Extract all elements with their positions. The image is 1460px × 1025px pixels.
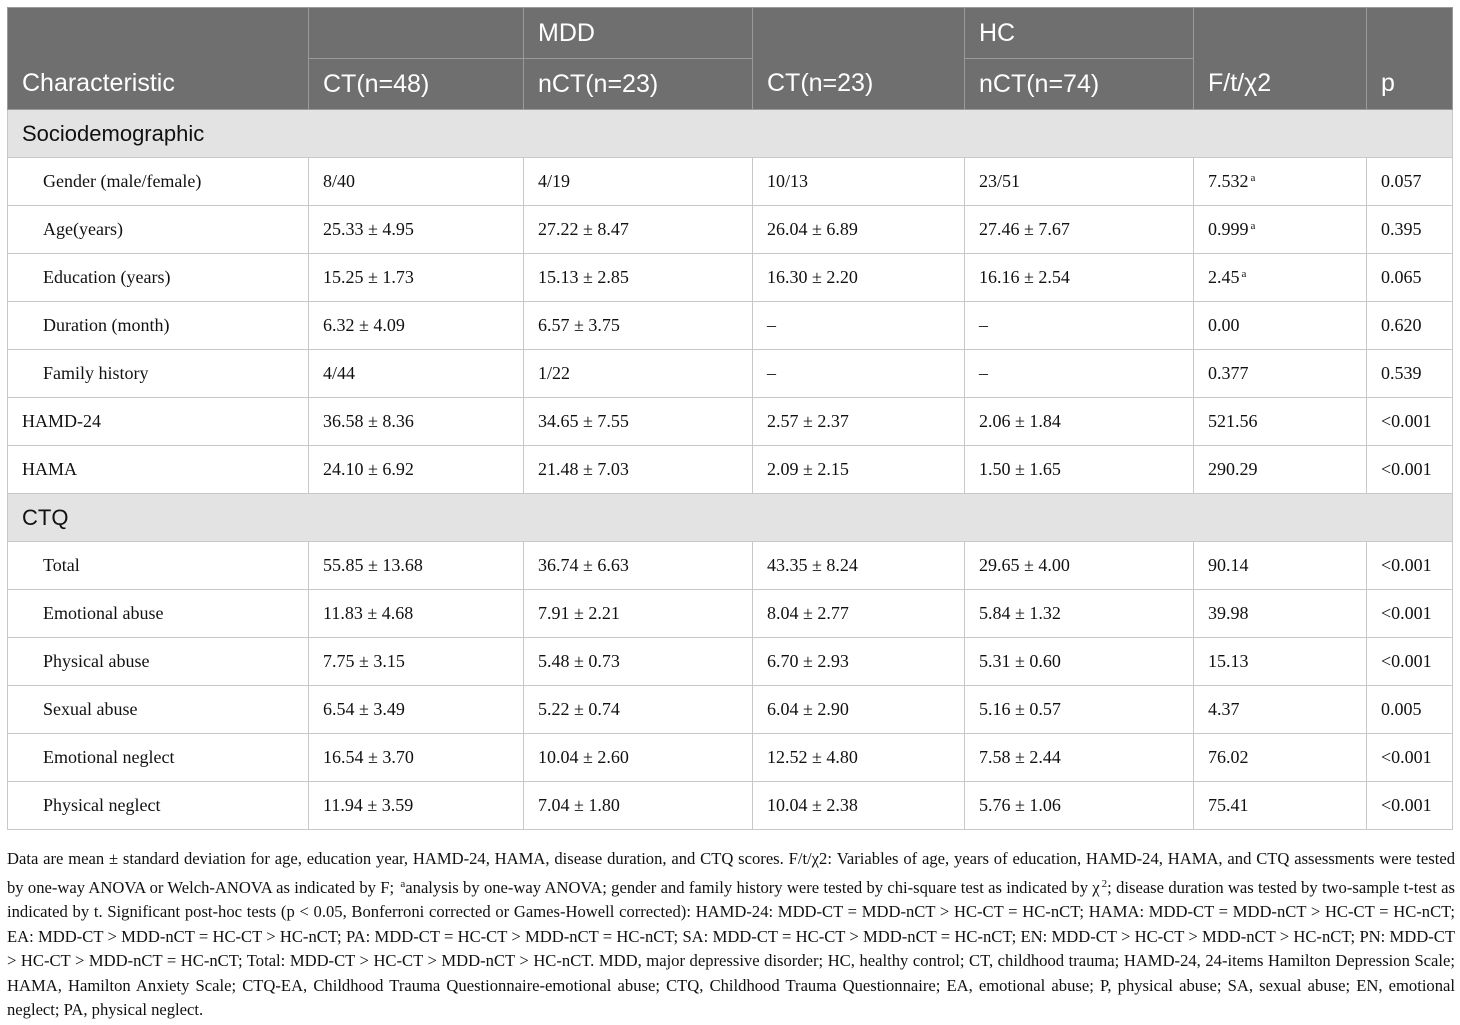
row-label: Age(years): [8, 206, 309, 254]
cell-mdd-nct: 6.57 ± 3.75: [524, 302, 753, 350]
cell-p: <0.001: [1367, 638, 1453, 686]
header-row-groups: [8, 8, 1453, 59]
section-ctq: CTQ: [8, 494, 1453, 542]
cell-mdd-ct: 8/40: [309, 158, 524, 206]
cell-stat: [1194, 206, 1367, 254]
cell-hc-ct: –: [753, 350, 965, 398]
header-row-columns: [8, 59, 1453, 110]
cell-stat: 90.14: [1194, 542, 1367, 590]
cell-p: <0.001: [1367, 734, 1453, 782]
cell-mdd-nct: 4/19: [524, 158, 753, 206]
cell-mdd-ct: 4/44: [309, 350, 524, 398]
cell-p: <0.001: [1367, 542, 1453, 590]
header-group-hc: HC: [965, 8, 1194, 59]
table-container: [7, 7, 1452, 830]
cell-p: <0.001: [1367, 398, 1453, 446]
cell-mdd-nct: 7.91 ± 2.21: [524, 590, 753, 638]
cell-stat: 290.29: [1194, 446, 1367, 494]
header-hc-nct: nCT(n=74): [965, 59, 1194, 110]
table-row: [8, 686, 1453, 734]
table-row: [8, 542, 1453, 590]
table-row: [8, 158, 1453, 206]
cell-stat: 4.37: [1194, 686, 1367, 734]
header-group-mdd: MDD: [524, 8, 753, 59]
stat-superscript: a: [1250, 220, 1256, 232]
footnote-sup-2: 2: [1101, 877, 1108, 890]
header-blank-cell: [753, 8, 965, 59]
section-row: [8, 110, 1453, 158]
cell-hc-ct: –: [753, 302, 965, 350]
row-label: Total: [8, 542, 309, 590]
cell-p: 0.057: [1367, 158, 1453, 206]
cell-hc-ct: 43.35 ± 8.24: [753, 542, 965, 590]
cell-hc-nct: 2.06 ± 1.84: [965, 398, 1194, 446]
row-label: Physical abuse: [8, 638, 309, 686]
cell-mdd-nct: 1/22: [524, 350, 753, 398]
row-label: Sexual abuse: [8, 686, 309, 734]
stat-value: 2.45: [1208, 267, 1240, 287]
section-row: [8, 494, 1453, 542]
cell-p: 0.005: [1367, 686, 1453, 734]
characteristics-table: [7, 7, 1453, 830]
header-characteristic: Characteristic: [8, 59, 309, 110]
cell-stat: 0.00: [1194, 302, 1367, 350]
table-row: [8, 782, 1453, 830]
cell-hc-nct: 5.84 ± 1.32: [965, 590, 1194, 638]
cell-mdd-ct: 11.83 ± 4.68: [309, 590, 524, 638]
cell-p: 0.539: [1367, 350, 1453, 398]
cell-hc-nct: 5.16 ± 0.57: [965, 686, 1194, 734]
cell-mdd-nct: 27.22 ± 8.47: [524, 206, 753, 254]
cell-mdd-nct: 5.48 ± 0.73: [524, 638, 753, 686]
cell-mdd-ct: 7.75 ± 3.15: [309, 638, 524, 686]
cell-mdd-nct: 34.65 ± 7.55: [524, 398, 753, 446]
header-blank-cell: [309, 8, 524, 59]
header-blank-cell: [1194, 8, 1367, 59]
cell-hc-nct: 5.76 ± 1.06: [965, 782, 1194, 830]
row-label: Duration (month): [8, 302, 309, 350]
header-blank-cell: [8, 8, 309, 59]
cell-p: 0.620: [1367, 302, 1453, 350]
cell-p: 0.395: [1367, 206, 1453, 254]
cell-hc-nct: –: [965, 302, 1194, 350]
cell-stat: 15.13: [1194, 638, 1367, 686]
stat-value: 0.999: [1208, 219, 1249, 239]
table-row: [8, 734, 1453, 782]
cell-mdd-ct: 55.85 ± 13.68: [309, 542, 524, 590]
cell-hc-ct: 12.52 ± 4.80: [753, 734, 965, 782]
cell-hc-nct: 16.16 ± 2.54: [965, 254, 1194, 302]
cell-mdd-nct: 5.22 ± 0.74: [524, 686, 753, 734]
header-mdd-ct: CT(n=48): [309, 59, 524, 110]
cell-stat: 76.02: [1194, 734, 1367, 782]
table-row: [8, 638, 1453, 686]
cell-stat: 521.56: [1194, 398, 1367, 446]
cell-hc-ct: 10.04 ± 2.38: [753, 782, 965, 830]
header-p: p: [1367, 59, 1453, 110]
cell-mdd-nct: 10.04 ± 2.60: [524, 734, 753, 782]
cell-hc-nct: 27.46 ± 7.67: [965, 206, 1194, 254]
cell-p: <0.001: [1367, 782, 1453, 830]
cell-mdd-nct: 7.04 ± 1.80: [524, 782, 753, 830]
cell-mdd-ct: 25.33 ± 4.95: [309, 206, 524, 254]
footnote-sup-a: a: [400, 877, 406, 890]
row-label: Emotional neglect: [8, 734, 309, 782]
cell-hc-ct: 10/13: [753, 158, 965, 206]
row-label: Emotional abuse: [8, 590, 309, 638]
header-hc-ct: CT(n=23): [753, 59, 965, 110]
cell-hc-nct: 5.31 ± 0.60: [965, 638, 1194, 686]
table-row: [8, 206, 1453, 254]
header-mdd-nct: nCT(n=23): [524, 59, 753, 110]
row-label: Family history: [8, 350, 309, 398]
cell-p: <0.001: [1367, 590, 1453, 638]
cell-mdd-ct: 16.54 ± 3.70: [309, 734, 524, 782]
row-label: Education (years): [8, 254, 309, 302]
section-sociodemographic: Sociodemographic: [8, 110, 1453, 158]
cell-mdd-nct: 36.74 ± 6.63: [524, 542, 753, 590]
table-row: [8, 350, 1453, 398]
cell-hc-ct: 16.30 ± 2.20: [753, 254, 965, 302]
row-label: Physical neglect: [8, 782, 309, 830]
table-row: [8, 254, 1453, 302]
header-stat: F/t/χ2: [1194, 59, 1367, 110]
table-row: [8, 398, 1453, 446]
cell-hc-nct: –: [965, 350, 1194, 398]
cell-mdd-ct: 36.58 ± 8.36: [309, 398, 524, 446]
cell-stat: [1194, 158, 1367, 206]
cell-hc-ct: 8.04 ± 2.77: [753, 590, 965, 638]
footnote-part-2: analysis by one-way ANOVA; gender and family history were tested by chi-square test as indicated by χ: [405, 877, 1100, 897]
cell-mdd-ct: 11.94 ± 3.59: [309, 782, 524, 830]
cell-mdd-nct: 15.13 ± 2.85: [524, 254, 753, 302]
table-row: [8, 590, 1453, 638]
row-label: HAMD-24: [8, 398, 309, 446]
stat-superscript: a: [1241, 268, 1247, 280]
cell-hc-ct: 6.04 ± 2.90: [753, 686, 965, 734]
cell-mdd-nct: 21.48 ± 7.03: [524, 446, 753, 494]
row-label: Gender (male/female): [8, 158, 309, 206]
cell-p: 0.065: [1367, 254, 1453, 302]
row-label: HAMA: [8, 446, 309, 494]
cell-hc-nct: 29.65 ± 4.00: [965, 542, 1194, 590]
cell-hc-nct: 23/51: [965, 158, 1194, 206]
cell-mdd-ct: 15.25 ± 1.73: [309, 254, 524, 302]
cell-hc-nct: 1.50 ± 1.65: [965, 446, 1194, 494]
stat-value: 7.532: [1208, 171, 1249, 191]
cell-stat: 39.98: [1194, 590, 1367, 638]
cell-hc-ct: 2.09 ± 2.15: [753, 446, 965, 494]
cell-p: <0.001: [1367, 446, 1453, 494]
cell-hc-ct: 26.04 ± 6.89: [753, 206, 965, 254]
footnote-part-1: Data are mean ± standard deviation for age, education year, HAMD-24, HAMA, disease duration, and CTQ scores. F/t/χ2: Variables of age, years of education, HAMD-24, HAMA, and CTQ assessments were tested by one-way ANOVA or Welch-ANOVA as indicated by F;: [7, 849, 1455, 897]
cell-mdd-ct: 6.54 ± 3.49: [309, 686, 524, 734]
stat-superscript: a: [1250, 172, 1256, 184]
cell-hc-nct: 7.58 ± 2.44: [965, 734, 1194, 782]
cell-mdd-ct: 24.10 ± 6.92: [309, 446, 524, 494]
cell-mdd-ct: 6.32 ± 4.09: [309, 302, 524, 350]
header-blank-cell: [1367, 8, 1453, 59]
footnote-text: [7, 847, 1455, 1023]
cell-stat: 0.377: [1194, 350, 1367, 398]
cell-hc-ct: 6.70 ± 2.93: [753, 638, 965, 686]
table-footnote: [7, 847, 1455, 1023]
cell-stat: [1194, 254, 1367, 302]
table-row: [8, 302, 1453, 350]
table-row: [8, 446, 1453, 494]
cell-hc-ct: 2.57 ± 2.37: [753, 398, 965, 446]
footnote-part-3: ; disease duration was tested by two-sample t-test as indicated by t. Significant post-hoc tests (p < 0.05, Bonferroni corrected or Games-Howell corrected): HAMD-24: MDD-CT = MDD-nCT > HC-CT = HC-nCT; HAMA: MDD-CT = MDD-nCT > HC-CT = HC-nCT; EA: MDD-CT > MDD-nCT = HC-CT > HC-nCT; PA: MDD-CT = HC-CT > MDD-nCT = HC-nCT; SA: MDD-CT = HC-CT > MDD-nCT = HC-nCT; EN: MDD-CT > HC-CT > MDD-nCT > HC-nCT; PN: MDD-CT > HC-CT > MDD-nCT = HC-nCT; Total: MDD-CT > HC-CT > MDD-nCT > HC-nCT. MDD, major depressive disorder; HC, healthy control; CT, childhood trauma; HAMD-24, 24-items Hamilton Depression Scale; HAMA, Hamilton Anxiety Scale; CTQ-EA, Childhood Trauma Questionnaire-emotional abuse; CTQ, Childhood Trauma Questionnaire; EA, emotional abuse; P, physical abuse; SA, sexual abuse; EN, emotional neglect; PA, physical neglect.: [7, 877, 1455, 1019]
cell-stat: 75.41: [1194, 782, 1367, 830]
